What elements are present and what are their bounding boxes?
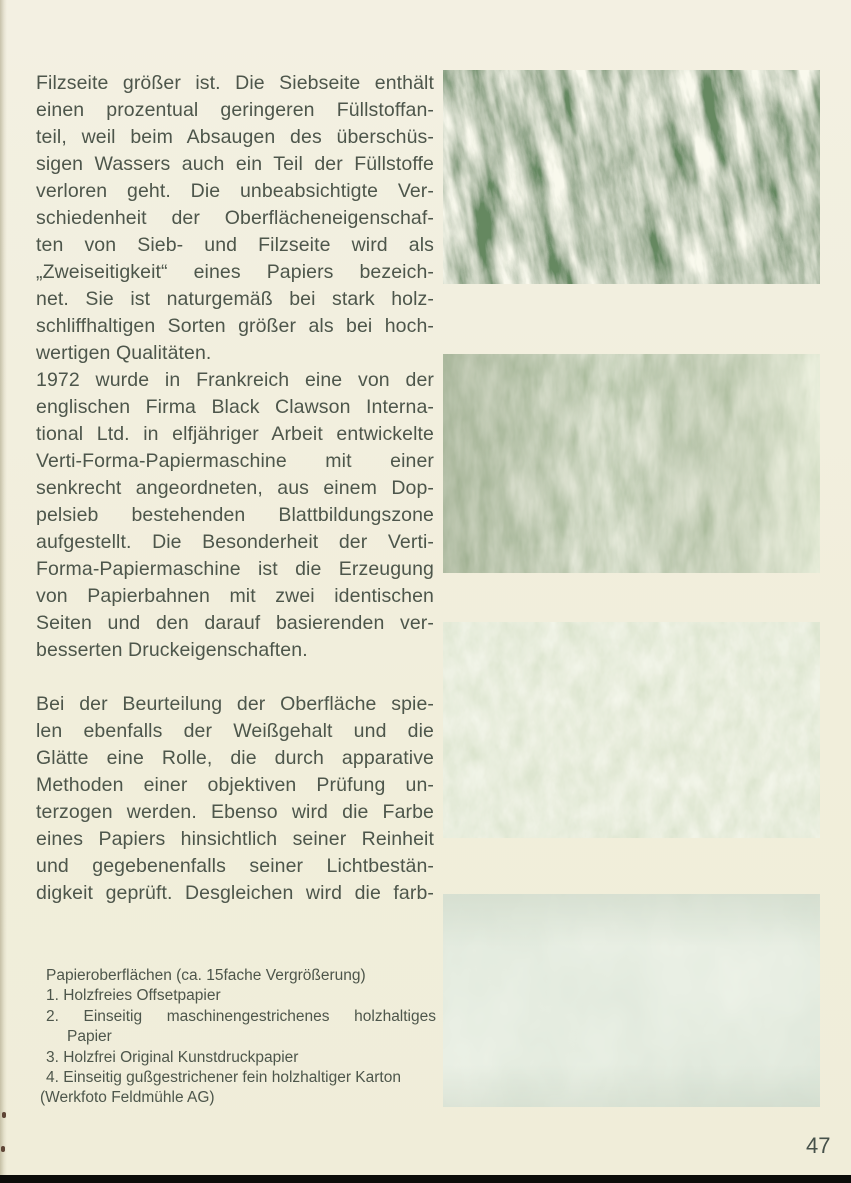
scan-speck <box>2 1112 6 1118</box>
text-line: net. Sie ist naturgemäß bei stark holz- <box>36 288 434 310</box>
text-line: Methoden einer objektiven Prüfung un- <box>36 774 434 796</box>
text-line: schliffhaltigen Sorten größer als bei hoch- <box>36 315 434 337</box>
text-line: wertigen Qualitäten. <box>36 342 212 364</box>
caption-line: Papieroberflächen (ca. 15fache Vergrößerung) <box>46 967 366 984</box>
text-line: Glätte eine Rolle, die durch apparative <box>36 747 434 769</box>
text-line: Verti-Forma-Papiermaschine mit einer <box>36 450 434 472</box>
text-line: len ebenfalls der Weißgehalt und die <box>36 720 434 742</box>
text-line: pelsieb bestehenden Blattbildungszone <box>36 504 434 526</box>
caption-line: 3. Holzfrei Original Kunstdruckpapier <box>46 1048 299 1066</box>
text-line: „Zweiseitigkeit“ eines Papiers bezeich- <box>36 261 434 283</box>
page-number: 47 <box>806 1133 831 1158</box>
text-line: verloren geht. Die unbeabsichtigte Ver- <box>36 180 434 202</box>
text-line: digkeit geprüft. Desgleichen wird die farb- <box>36 882 434 904</box>
texture-photo-1 <box>443 70 820 284</box>
page-left-edge <box>0 0 7 1183</box>
figure-caption <box>40 966 436 1109</box>
body-text-column <box>36 70 434 907</box>
scan-bottom-edge <box>0 1175 851 1183</box>
text-line: 1972 wurde in Frankreich eine von der <box>36 369 434 391</box>
text-line: ten von Sieb- und Filzseite wird als <box>36 234 434 256</box>
texture-photo-3 <box>443 622 820 838</box>
texture-photo-4-image <box>443 894 820 1107</box>
caption-line: (Werkfoto Feldmühle AG) <box>40 1089 215 1107</box>
text-line: und gegebenenfalls seiner Lichtbestän- <box>36 855 434 877</box>
caption-line: Papier <box>67 1028 112 1046</box>
text-line: Seiten und den darauf basierenden ver- <box>36 612 434 634</box>
texture-photo-2 <box>443 354 820 573</box>
text-line: schiedenheit der Oberflächeneigenschaf- <box>36 207 434 229</box>
text-line: senkrecht angeordneten, aus einem Dop- <box>36 477 434 499</box>
text-line: von Papierbahnen mit zwei identischen <box>36 585 434 607</box>
text-line: terzogen werden. Ebenso wird die Farbe <box>36 801 434 823</box>
texture-photo-4 <box>443 894 820 1107</box>
texture-photo-3-image <box>443 622 820 838</box>
caption-line: 1. Holzfreies Offsetpapier <box>46 987 221 1005</box>
texture-photo-2-image <box>443 354 820 573</box>
text-line: Filzseite größer ist. Die Siebseite enthält <box>36 72 434 94</box>
text-line: eines Papiers hinsichtlich seiner Reinheit <box>36 828 434 850</box>
text-line: sigen Wassers auch ein Teil der Füllstoffe <box>36 153 434 175</box>
scan-speck <box>1 1146 5 1152</box>
text-line: Bei der Beurteilung der Oberfläche spie- <box>36 693 434 715</box>
text-line: einen prozentual geringeren Füllstoffan- <box>36 99 434 121</box>
text-line: Forma-Papiermaschine ist die Erzeugung <box>36 558 434 580</box>
texture-photo-1-image <box>443 70 820 284</box>
caption-line: 2. Einseitig maschinengestrichenes holzhaltiges <box>46 1007 436 1025</box>
caption-line: 4. Einseitig gußgestrichener fein holzhaltiger Karton <box>46 1069 401 1087</box>
text-line: teil, weil beim Absaugen des überschüs- <box>36 126 434 148</box>
text-line: besserten Druckeigenschaften. <box>36 639 308 661</box>
text-line: englischen Firma Black Clawson Interna- <box>36 396 434 418</box>
text-line: aufgestellt. Die Besonderheit der Verti- <box>36 531 434 553</box>
text-line: tional Ltd. in elfjähriger Arbeit entwickelte <box>36 423 434 445</box>
